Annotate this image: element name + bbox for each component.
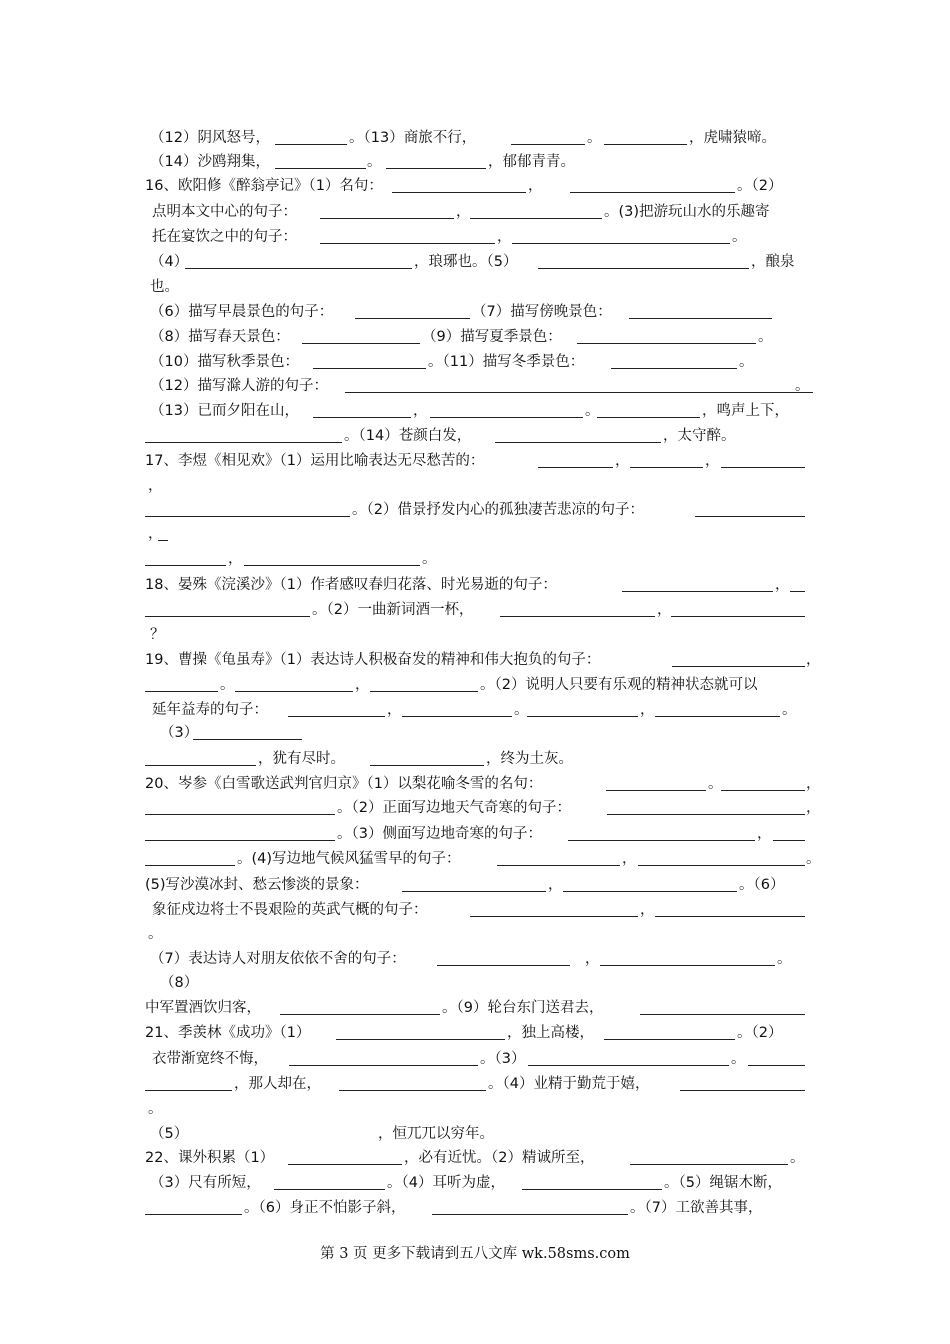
question-line — [0, 649, 950, 671]
question-text: ， — [640, 702, 655, 718]
answer-blank[interactable] — [568, 840, 755, 841]
question-text: 。 — [739, 354, 754, 370]
question-text: ，虎啸猿啼。 — [689, 130, 776, 146]
question-text: ， — [528, 178, 543, 194]
answer-blank[interactable] — [145, 442, 342, 443]
question-text: ， — [387, 702, 402, 718]
question-text: 16、欧阳修《醉翁亭记》（1）名句： — [145, 178, 383, 194]
answer-blank[interactable] — [145, 865, 235, 866]
question-line — [0, 400, 950, 422]
question-line — [0, 226, 950, 248]
question-text: 19、曹操《龟虽寿》（1）表达诗人积极奋发的精神和伟大抱负的句子： — [145, 652, 601, 668]
question-line — [0, 848, 950, 870]
question-text: 。（3） — [480, 1051, 526, 1067]
question-line — [0, 997, 950, 1019]
question-line — [0, 599, 950, 621]
answer-blank[interactable] — [392, 192, 526, 193]
answer-blank[interactable] — [145, 814, 335, 815]
answer-blank[interactable] — [145, 616, 310, 617]
answer-blank[interactable] — [313, 368, 426, 369]
question-text: （3）尺有所短， — [150, 1175, 261, 1191]
answer-blank[interactable] — [430, 417, 583, 418]
answer-blank[interactable] — [432, 1214, 628, 1215]
question-text: 。 — [585, 403, 600, 419]
answer-blank[interactable] — [288, 1164, 402, 1165]
answer-blank[interactable] — [437, 965, 570, 966]
question-text: ， — [806, 652, 821, 668]
question-line — [0, 375, 950, 397]
answer-blank[interactable] — [638, 865, 805, 866]
answer-blank[interactable] — [630, 1164, 788, 1165]
question-line — [0, 722, 950, 744]
answer-blank[interactable] — [339, 1090, 486, 1091]
question-text: 。 — [587, 130, 602, 146]
question-line — [0, 127, 950, 149]
answer-blank[interactable] — [145, 691, 218, 692]
question-text: 。 — [777, 951, 792, 967]
question-text: （8） — [160, 975, 199, 991]
answer-blank[interactable] — [721, 790, 805, 791]
question-line — [0, 201, 950, 223]
answer-blank[interactable] — [600, 965, 775, 966]
question-text: 。（2）说明人只要有乐观的精神状态就可以 — [480, 677, 758, 693]
question-line — [0, 326, 950, 348]
answer-blank[interactable] — [629, 318, 772, 319]
question-line — [0, 499, 950, 521]
question-line — [0, 151, 950, 173]
question-text: （9）描写夏季景色： — [422, 329, 562, 345]
question-text: 。 — [806, 851, 821, 867]
answer-blank[interactable] — [145, 1090, 232, 1091]
answer-blank[interactable] — [522, 1189, 662, 1190]
question-text: 。 — [514, 702, 529, 718]
question-text: （10）描写秋季景色： — [150, 354, 299, 370]
answer-blank[interactable] — [604, 144, 687, 145]
question-text: 衣带渐宽终不悔， — [152, 1051, 268, 1067]
question-text: ， — [228, 551, 243, 567]
question-text: ， — [548, 877, 563, 893]
question-text: 。 — [422, 551, 437, 567]
answer-blank[interactable] — [244, 565, 420, 566]
answer-blank[interactable] — [145, 565, 226, 566]
answer-blank[interactable] — [235, 691, 353, 692]
question-text: ，郁郁青青。 — [488, 154, 575, 170]
question-text: ， — [413, 403, 428, 419]
question-line — [0, 475, 950, 497]
question-text: 。 — [795, 378, 810, 394]
question-line — [0, 351, 950, 373]
question-text: （6）描写早晨景色的句子： — [150, 304, 334, 320]
question-text: 。 — [731, 1051, 746, 1067]
question-line — [0, 699, 950, 721]
question-text: （12）描写滁人游的句子： — [150, 378, 328, 394]
question-line — [0, 773, 950, 795]
question-line — [0, 948, 950, 970]
question-text: ， — [806, 800, 821, 816]
answer-blank[interactable] — [622, 591, 773, 592]
question-line — [0, 624, 950, 646]
answer-blank[interactable] — [355, 318, 470, 319]
answer-blank[interactable] — [402, 891, 546, 892]
question-text: 22、课外积累（1） — [145, 1150, 275, 1166]
question-line — [0, 276, 950, 298]
question-line — [0, 425, 950, 447]
question-text: ，必有近忧。（2）精诚所至， — [404, 1150, 595, 1166]
answer-blank[interactable] — [274, 1189, 385, 1190]
question-text: ， — [497, 229, 512, 245]
answer-blank[interactable] — [275, 144, 347, 145]
answer-blank[interactable] — [497, 865, 620, 866]
question-text: ， — [806, 776, 821, 792]
question-line — [0, 874, 950, 896]
answer-blank[interactable] — [185, 268, 412, 269]
question-text: ， — [355, 677, 370, 693]
question-text: ， — [622, 851, 637, 867]
question-line — [0, 748, 950, 770]
question-text: 21、季羡林《成功》（1） — [145, 1025, 311, 1041]
question-text: 。（7）工欲善其事， — [630, 1200, 763, 1216]
question-text: ？ — [150, 627, 165, 643]
answer-blank[interactable] — [721, 467, 805, 468]
answer-blank[interactable] — [320, 243, 495, 244]
question-line — [0, 301, 950, 323]
question-text: ，独上高楼， — [507, 1025, 594, 1041]
answer-blank[interactable] — [748, 1065, 805, 1066]
answer-blank[interactable] — [672, 666, 805, 667]
answer-blank[interactable] — [528, 1065, 729, 1066]
question-text: ，终为土灰。 — [486, 751, 573, 767]
question-text: （4） — [150, 254, 189, 270]
question-text: ， — [585, 951, 600, 967]
question-line — [0, 923, 950, 945]
answer-blank[interactable] — [773, 840, 805, 841]
answer-blank[interactable] — [313, 417, 411, 418]
question-text: 延年益寿的句子： — [152, 702, 268, 718]
question-text: （7）表达诗人对朋友依依不舍的句子： — [150, 951, 406, 967]
question-text: ， — [615, 453, 630, 469]
answer-blank[interactable] — [320, 218, 454, 219]
question-text: 。 — [148, 1101, 163, 1117]
question-line — [0, 1073, 950, 1095]
question-line — [0, 823, 950, 845]
question-text: 。 — [708, 776, 723, 792]
answer-blank[interactable] — [604, 1039, 735, 1040]
question-text: ， — [705, 453, 720, 469]
question-text: ，鸣声上下， — [702, 403, 789, 419]
question-text: 。（2）正面写边地天气奇寒的句子： — [337, 800, 571, 816]
question-text: ， — [640, 902, 655, 918]
question-text: (5)写沙漠冰封、愁云惨淡的景象： — [145, 877, 369, 893]
question-line — [0, 1022, 950, 1044]
question-text: 。（13）商旅不行， — [349, 130, 477, 146]
question-text: ，琅琊也。（5） — [414, 254, 518, 270]
question-text: 点明本文中心的句子： — [152, 204, 297, 220]
question-line — [0, 1123, 950, 1145]
answer-blank[interactable] — [512, 243, 730, 244]
answer-blank[interactable] — [611, 368, 737, 369]
question-text: ， — [456, 204, 471, 220]
question-text: ，恒兀兀以穷年。 — [378, 1126, 494, 1142]
question-text: 。（14）苍颜白发， — [344, 428, 472, 444]
question-text: 。 — [220, 677, 235, 693]
question-text: 。（2） — [737, 178, 783, 194]
answer-blank[interactable] — [570, 192, 735, 193]
question-line — [0, 972, 950, 994]
question-text: 。（4）耳听为虚， — [387, 1175, 505, 1191]
question-text: 。 — [367, 154, 382, 170]
question-line — [0, 251, 950, 273]
answer-blank[interactable] — [640, 1014, 805, 1015]
question-line — [0, 523, 950, 545]
question-text: 也。 — [150, 279, 179, 295]
answer-blank[interactable] — [336, 1039, 505, 1040]
answer-blank[interactable] — [280, 1014, 440, 1015]
question-line — [0, 1098, 950, 1120]
answer-blank[interactable] — [345, 392, 813, 393]
question-text: ， — [148, 526, 163, 542]
answer-blank[interactable] — [577, 343, 756, 344]
answer-blank[interactable] — [655, 716, 780, 717]
question-text: 17、李煜《相见欢》（1）运用比喻表达无尽愁苦的： — [145, 453, 485, 469]
question-text: 。(3)把游玩山水的乐趣寄 — [604, 204, 770, 220]
answer-blank[interactable] — [193, 739, 302, 740]
answer-blank[interactable] — [145, 840, 335, 841]
question-text: ，犹有尽时。 — [258, 751, 345, 767]
question-text: 。（6）身正不怕影子斜， — [244, 1200, 406, 1216]
question-text: 。 — [758, 329, 773, 345]
question-text: 中军置酒饮归客， — [145, 1000, 261, 1016]
question-line — [0, 1147, 950, 1169]
answer-blank[interactable] — [606, 790, 706, 791]
question-text: 象征戍边将士不畏艰险的英武气概的句子： — [152, 902, 428, 918]
answer-blank[interactable] — [563, 891, 737, 892]
question-text: 。（2）借景抒发内心的孤独凄苦悲凉的句子： — [352, 502, 644, 518]
answer-blank[interactable] — [145, 516, 350, 517]
answer-blank[interactable] — [370, 691, 478, 692]
question-text: 18、晏殊《浣溪沙》（1）作者感叹春归花落、时光易逝的句子： — [145, 577, 557, 593]
answer-blank[interactable] — [597, 417, 700, 418]
question-text: （3） — [160, 725, 199, 741]
question-line — [0, 1172, 950, 1194]
question-line — [0, 1197, 950, 1219]
answer-blank[interactable] — [145, 1214, 242, 1215]
answer-blank[interactable] — [145, 765, 256, 766]
answer-blank[interactable] — [302, 343, 420, 344]
answer-blank[interactable] — [386, 168, 486, 169]
question-text: （14）沙鸥翔集， — [150, 154, 270, 170]
question-text: ，酿泉 — [751, 254, 795, 270]
answer-blank[interactable] — [527, 716, 638, 717]
question-line — [0, 450, 950, 472]
question-text: ， — [775, 577, 790, 593]
answer-blank[interactable] — [370, 765, 484, 766]
question-text: （13）已而夕阳在山， — [150, 403, 299, 419]
question-text: 。（11）描写冬季景色： — [428, 354, 585, 370]
answer-blank[interactable] — [655, 916, 805, 917]
question-line — [0, 574, 950, 596]
question-line — [0, 548, 950, 570]
answer-blank[interactable] — [289, 1065, 478, 1066]
answer-blank[interactable] — [275, 168, 366, 169]
question-text: （5） — [150, 1126, 189, 1142]
answer-blank[interactable] — [607, 814, 805, 815]
question-text: 。（2） — [737, 1025, 783, 1041]
answer-blank[interactable] — [671, 616, 805, 617]
answer-blank[interactable] — [470, 916, 638, 917]
answer-blank[interactable] — [630, 467, 703, 468]
answer-blank[interactable] — [790, 591, 805, 592]
answer-blank[interactable] — [402, 716, 512, 717]
question-text: ，太守醉。 — [663, 428, 736, 444]
question-text: 。(4)写边地气候风猛雪早的句子： — [237, 851, 461, 867]
question-text: 。 — [782, 702, 797, 718]
answer-blank[interactable] — [511, 144, 585, 145]
answer-blank[interactable] — [538, 467, 613, 468]
answer-blank[interactable] — [680, 1090, 805, 1091]
answer-blank[interactable] — [695, 516, 805, 517]
question-line — [0, 175, 950, 197]
answer-blank[interactable] — [500, 616, 655, 617]
question-text: ， — [657, 602, 672, 618]
question-text: 托在宴饮之中的句子： — [152, 229, 297, 245]
question-text: ， — [757, 826, 772, 842]
question-text: 。（9）轮台东门送君去， — [442, 1000, 604, 1016]
question-text: ， — [148, 478, 163, 494]
question-text: （8）描写春天景色： — [150, 329, 290, 345]
question-text: （7）描写傍晚景色： — [472, 304, 612, 320]
question-text: 。 — [148, 926, 163, 942]
question-text: 20、岑参《白雪歌送武判官归京》（1）以梨花喻冬雪的名句： — [145, 776, 543, 792]
question-line — [0, 674, 950, 696]
question-line — [0, 797, 950, 819]
answer-blank[interactable] — [288, 716, 385, 717]
question-text: 。 — [790, 1150, 805, 1166]
answer-blank[interactable] — [158, 540, 168, 541]
question-text: （12）阴风怒号， — [150, 130, 270, 146]
question-text: 。（2）一曲新词酒一杯， — [312, 602, 474, 618]
question-text: ，那人却在， — [234, 1076, 321, 1092]
page-footer: 第 3 页 更多下载请到五八文库 wk.58sms.com — [320, 1246, 630, 1262]
question-text: 。（6） — [739, 877, 785, 893]
answer-blank[interactable] — [495, 442, 661, 443]
question-text: 。（4）业精于勤荒于嬉， — [488, 1076, 650, 1092]
answer-blank[interactable] — [470, 218, 602, 219]
question-line — [0, 899, 950, 921]
question-text: 。（3）侧面写边地奇寒的句子： — [337, 826, 542, 842]
question-line — [0, 1048, 950, 1070]
question-text: 。 — [732, 229, 747, 245]
answer-blank[interactable] — [538, 268, 749, 269]
question-text: 。（5）绳锯木断， — [664, 1175, 782, 1191]
